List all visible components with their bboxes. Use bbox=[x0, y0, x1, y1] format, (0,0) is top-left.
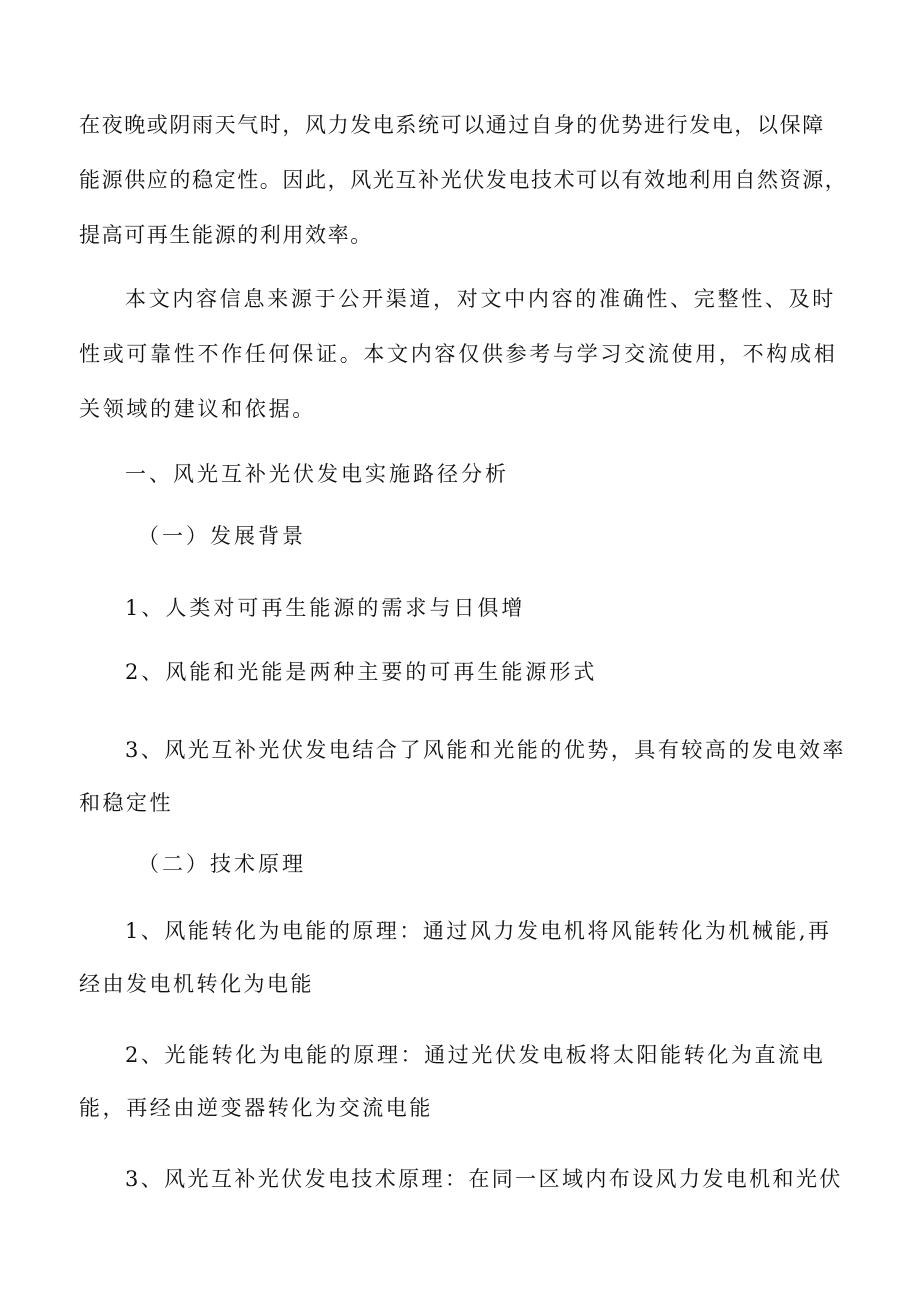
list-item-continuation: 经由发电机转化为电能 bbox=[79, 972, 314, 996]
text-line: 性或可靠性不作任何保证。本文内容仅供参考与学习交流使用，不构成相 bbox=[79, 342, 838, 366]
list-item: 2、光能转化为电能的原理：通过光伏发电板将太阳能转化为直流电 bbox=[125, 1043, 826, 1067]
text-line: 本文内容信息来源于公开渠道，对文中内容的准确性、完整性、及时 bbox=[125, 287, 836, 311]
list-item: 1、风能转化为电能的原理：通过风力发电机将风能转化为机械能,再 bbox=[125, 919, 832, 943]
list-item: 2、风能和光能是两种主要的可再生能源形式 bbox=[125, 660, 598, 684]
section-heading: 一、风光互补光伏发电实施路径分析 bbox=[125, 462, 509, 486]
text-line: 能源供应的稳定性。因此，风光互补光伏发电技术可以有效地利用自然资源， bbox=[79, 168, 848, 192]
subsection-heading: （一）发展背景 bbox=[138, 524, 306, 548]
text-line: 关领域的建议和依据。 bbox=[79, 397, 316, 421]
subsection-heading: （二）技术原理 bbox=[138, 852, 306, 876]
list-item: 3、风光互补光伏发电结合了风能和光能的优势，具有较高的发电效率 bbox=[125, 738, 846, 762]
text-line: 在夜晚或阴雨天气时，风力发电系统可以通过自身的优势进行发电，以保障 bbox=[79, 113, 825, 137]
list-item-continuation: 能，再经由逆变器转化为交流电能 bbox=[79, 1096, 433, 1120]
list-item-continuation: 和稳定性 bbox=[79, 791, 173, 815]
list-item: 1、人类对可再生能源的需求与日俱增 bbox=[125, 596, 526, 620]
text-line: 提高可再生能源的利用效率。 bbox=[79, 223, 373, 247]
list-item: 3、风光互补光伏发电技术原理：在同一区域内布设风力发电机和光伏 bbox=[125, 1167, 843, 1191]
